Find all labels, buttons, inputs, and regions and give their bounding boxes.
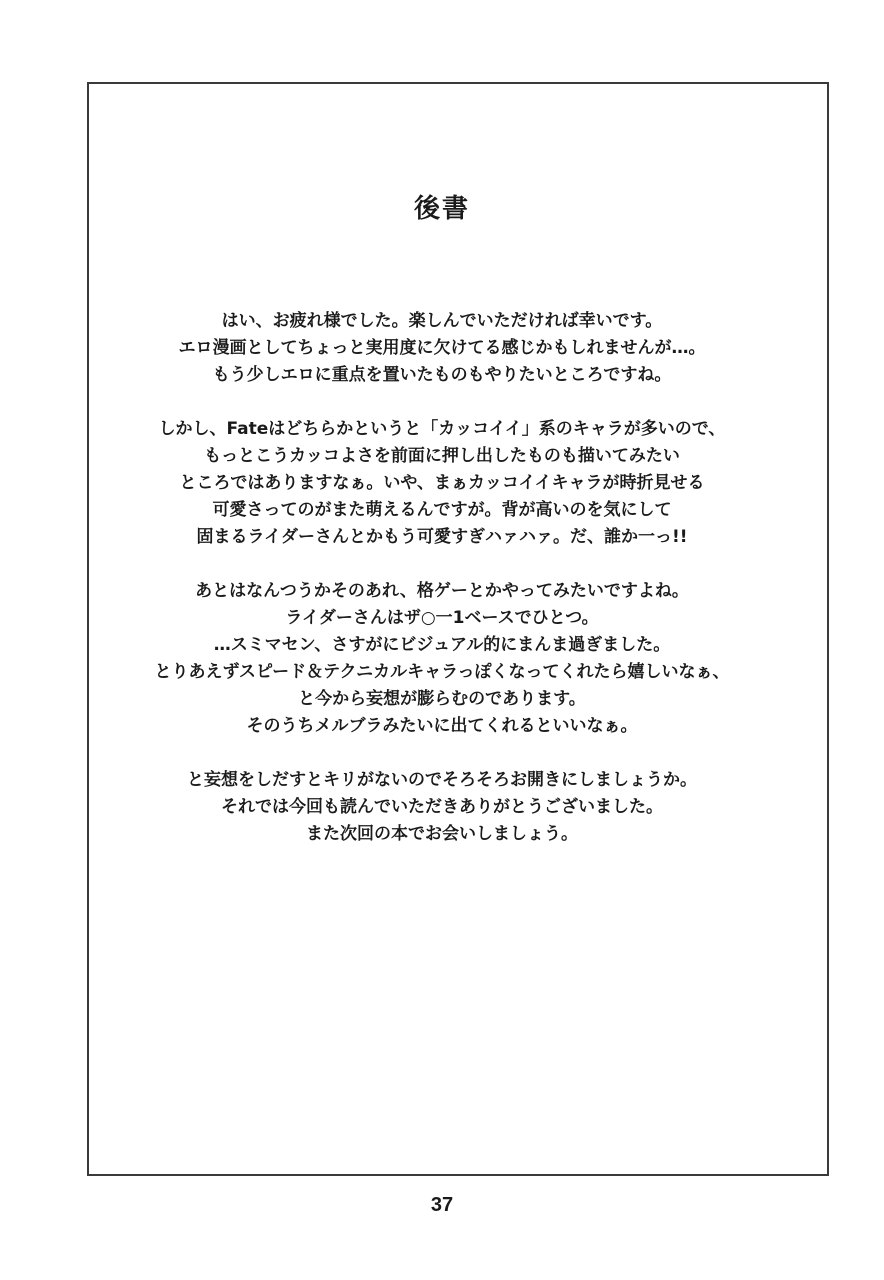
text-line: と今から妄想が膨らむのであります。: [298, 689, 586, 709]
paragraph-1: [0, 308, 884, 389]
page-title: 後書: [413, 194, 470, 224]
text-line: そのうちメルブラみたいに出てくれるといいなぁ。: [246, 716, 638, 736]
text-line: もう少しエロに重点を置いたものもやりたいところですね。: [212, 365, 672, 385]
text-line: しかし、Fateはどちらかというと「カッコイイ」系のキャラが多いので、: [158, 419, 726, 439]
text-line: ところではありますなぁ。いや、まぁカッコイイキャラが時折見せる: [179, 473, 705, 493]
paragraph-3: [0, 578, 884, 740]
text-line: とりあえずスピード＆テクニカルキャラっぽくなってくれたら嬉しいなぁ、: [154, 662, 730, 682]
text-line: はい、お疲れ様でした。楽しんでいただければ幸いです。: [221, 311, 663, 331]
text-line: また次回の本でお会いしましょう。: [306, 824, 578, 844]
page-number: 37: [430, 1194, 454, 1216]
text-line: あとはなんつうかそのあれ、格ゲーとかやってみたいですよね。: [195, 581, 689, 601]
paragraph-2: [0, 416, 884, 551]
text-line: …スミマセン、さすがにビジュアル的にまんま過ぎました。: [213, 635, 671, 655]
text-line: それでは今回も読んでいただきありがとうございました。: [221, 797, 663, 817]
text-line: ライダーさんはザ○一1ベースでひとつ。: [285, 608, 599, 628]
afterword-body: [0, 308, 884, 875]
paragraph-4: [0, 767, 884, 848]
text-line: 固まるライダーさんとかもう可愛すぎハァハァ。だ、誰か一っ!!: [196, 527, 688, 547]
text-line: 可愛さってのがまた萌えるんですが。背が高いのを気にして: [212, 500, 672, 520]
text-line: エロ漫画としてちょっと実用度に欠けてる感じかもしれませんが…。: [178, 338, 706, 358]
text-line: もっとこうカッコよさを前面に押し出したものも描いてみたい: [204, 446, 680, 466]
text-line: と妄想をしだすとキリがないのでそろそろお開きにしましょうか。: [187, 770, 697, 790]
